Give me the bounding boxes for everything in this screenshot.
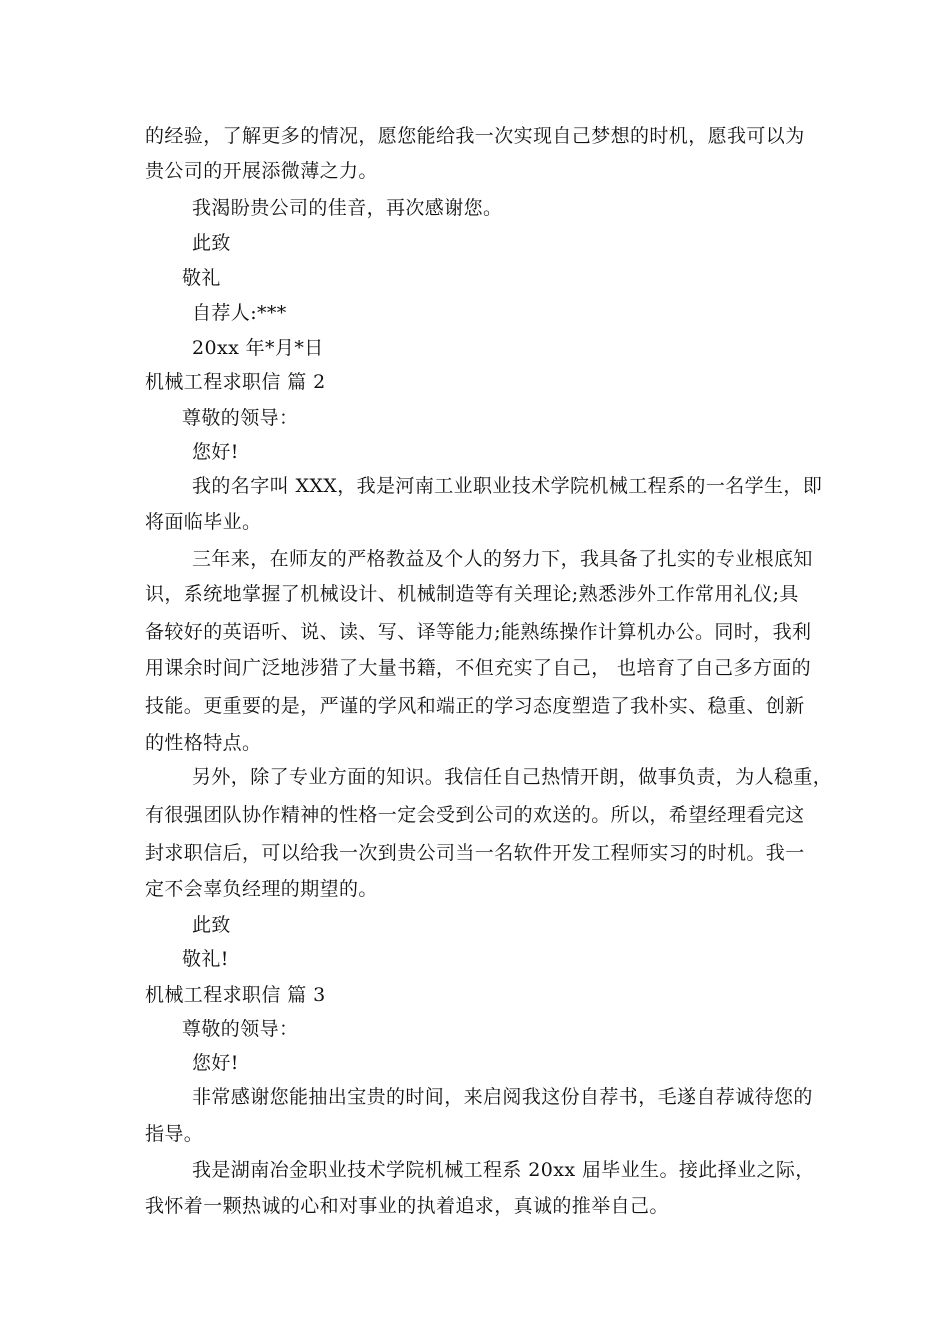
text-line: 技能。更重要的是，严谨的学风和端正的学习态度塑造了我朴实、稳重、创新 (145, 695, 805, 717)
signature-line: 自荐人:*** (192, 302, 287, 324)
greeting-line: 尊敬的领导： (182, 1018, 299, 1040)
text-line: 另外，除了专业方面的知识。我信任自己热情开朗，做事负责，为人稳重， (192, 766, 833, 788)
text-line: 将面临毕业。 (145, 511, 262, 533)
text-line: 我怀着一颗热诚的心和对事业的执着追求，真诚的推举自己。 (145, 1195, 669, 1217)
text-line: 的经验，了解更多的情况，愿您能给我一次实现自己梦想的时机，愿我可以为 (145, 125, 805, 147)
closing-salutation: 此致 (192, 914, 231, 936)
text-line: 我是湖南冶金职业技术学院机械工程系 20xx 届毕业生。接此择业之际， (192, 1159, 815, 1181)
closing-regards: 敬礼 (182, 267, 221, 289)
text-line: 用课余时间广泛地涉猎了大量书籍，不但充实了自己， 也培育了自己多方面的 (145, 657, 812, 679)
greeting-line: 尊敬的领导： (182, 407, 299, 429)
text-line: 三年来，在师友的严格教益及个人的努力下，我具备了扎实的专业根底知 (192, 548, 813, 570)
text-line: 备较好的英语听、说、读、写、译等能力;能熟练操作计算机办公。同时，我利 (145, 621, 812, 643)
text-line: 贵公司的开展添微薄之力。 (145, 160, 378, 182)
section-heading: 机械工程求职信 篇 2 (145, 371, 326, 393)
section-heading: 机械工程求职信 篇 3 (145, 984, 326, 1006)
date-line: 20xx 年*月*日 (192, 337, 324, 359)
text-line: 指导。 (145, 1123, 204, 1145)
text-line: 识，系统地掌握了机械设计、机械制造等有关理论;熟悉涉外工作常用礼仪;具 (145, 583, 799, 605)
text-line: 我渴盼贵公司的佳音，再次感谢您。 (192, 197, 503, 219)
text-line: 封求职信后，可以给我一次到贵公司当一名软件开发工程师实习的时机。我一 (145, 842, 805, 864)
closing-regards: 敬礼! (182, 948, 229, 970)
closing-salutation: 此致 (192, 232, 231, 254)
greeting-line: 您好! (192, 441, 239, 463)
text-line: 有很强团队协作精神的性格一定会受到公司的欢送的。所以，希望经理看完这 (145, 804, 805, 826)
text-line: 的性格特点。 (145, 732, 262, 754)
greeting-line: 您好! (192, 1052, 239, 1074)
text-line: 非常感谢您能抽出宝贵的时间，来启阅我这份自荐书，毛遂自荐诚待您的 (192, 1086, 813, 1108)
text-line: 定不会辜负经理的期望的。 (145, 878, 378, 900)
text-line: 我的名字叫 XXX，我是河南工业职业技术学院机械工程系的一名学生，即 (192, 475, 823, 497)
